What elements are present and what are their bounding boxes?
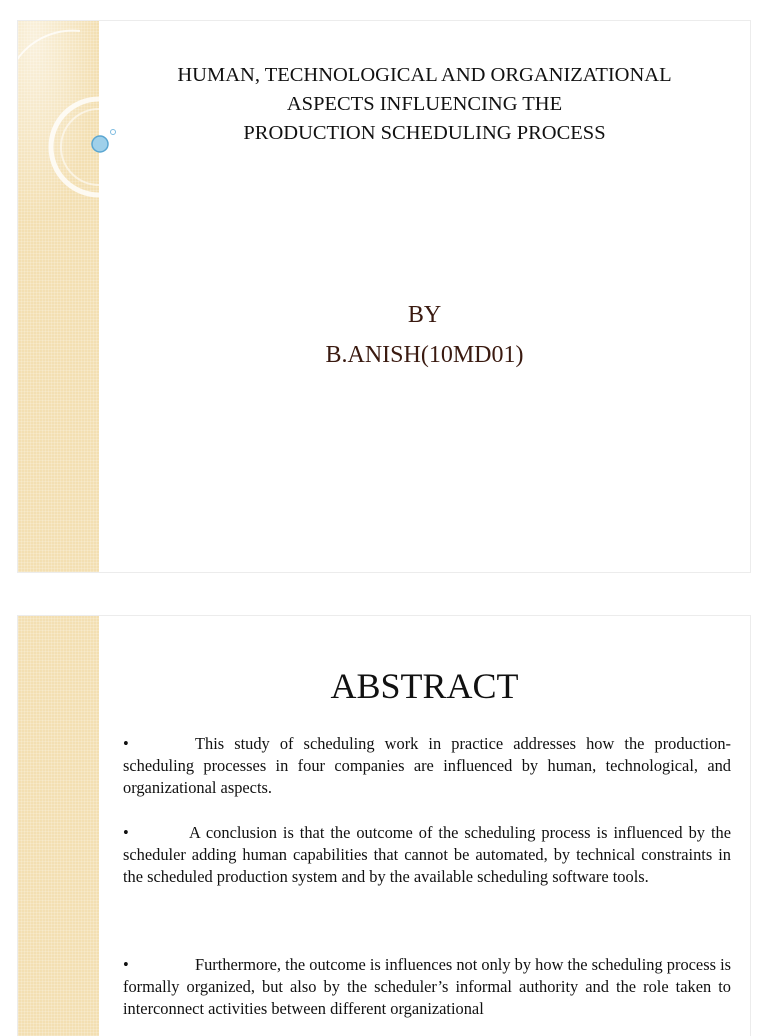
author-name: B.ANISH(10MD01) (325, 342, 524, 368)
title-line-1: HUMAN, TECHNOLOGICAL AND ORGANIZATIONAL (177, 64, 672, 86)
abstract-heading: ABSTRACT (330, 666, 519, 706)
bullet-icon: • (123, 955, 129, 974)
decorative-side-strip (18, 616, 99, 1036)
title-line-2: ASPECTS INFLUENCING THE (286, 93, 563, 115)
bullet-icon: • (123, 734, 129, 753)
bullet-icon: • (123, 823, 129, 842)
abstract-bullet-2-text: A conclusion is that the outcome of the scheduling process is influenced by the scheduler adding human capabilities that cannot be automated, by technical constraints in the scheduled production system and by the available scheduling software tools. (123, 823, 731, 886)
abstract-bullet-3 (123, 954, 731, 1020)
by-label: BY (407, 302, 442, 328)
presentation-title (99, 61, 750, 148)
abstract-bullet-3-text: Furthermore, the outcome is influences not only by how the scheduling process is formally organized, but also by the scheduler’s informal authority and the role taken to interconnect activities between different organizational (123, 955, 731, 1018)
abstract-bullet-1-text: This study of scheduling work in practice addresses how the production-scheduling processes in four companies are influenced by human, technological, and organizational aspects. (123, 734, 731, 797)
abstract-slide (18, 616, 750, 1036)
title-slide (18, 21, 750, 572)
abstract-bullet-2 (123, 822, 731, 888)
abstract-bullet-1 (123, 733, 731, 799)
title-line-3: PRODUCTION SCHEDULING PROCESS (243, 122, 606, 144)
